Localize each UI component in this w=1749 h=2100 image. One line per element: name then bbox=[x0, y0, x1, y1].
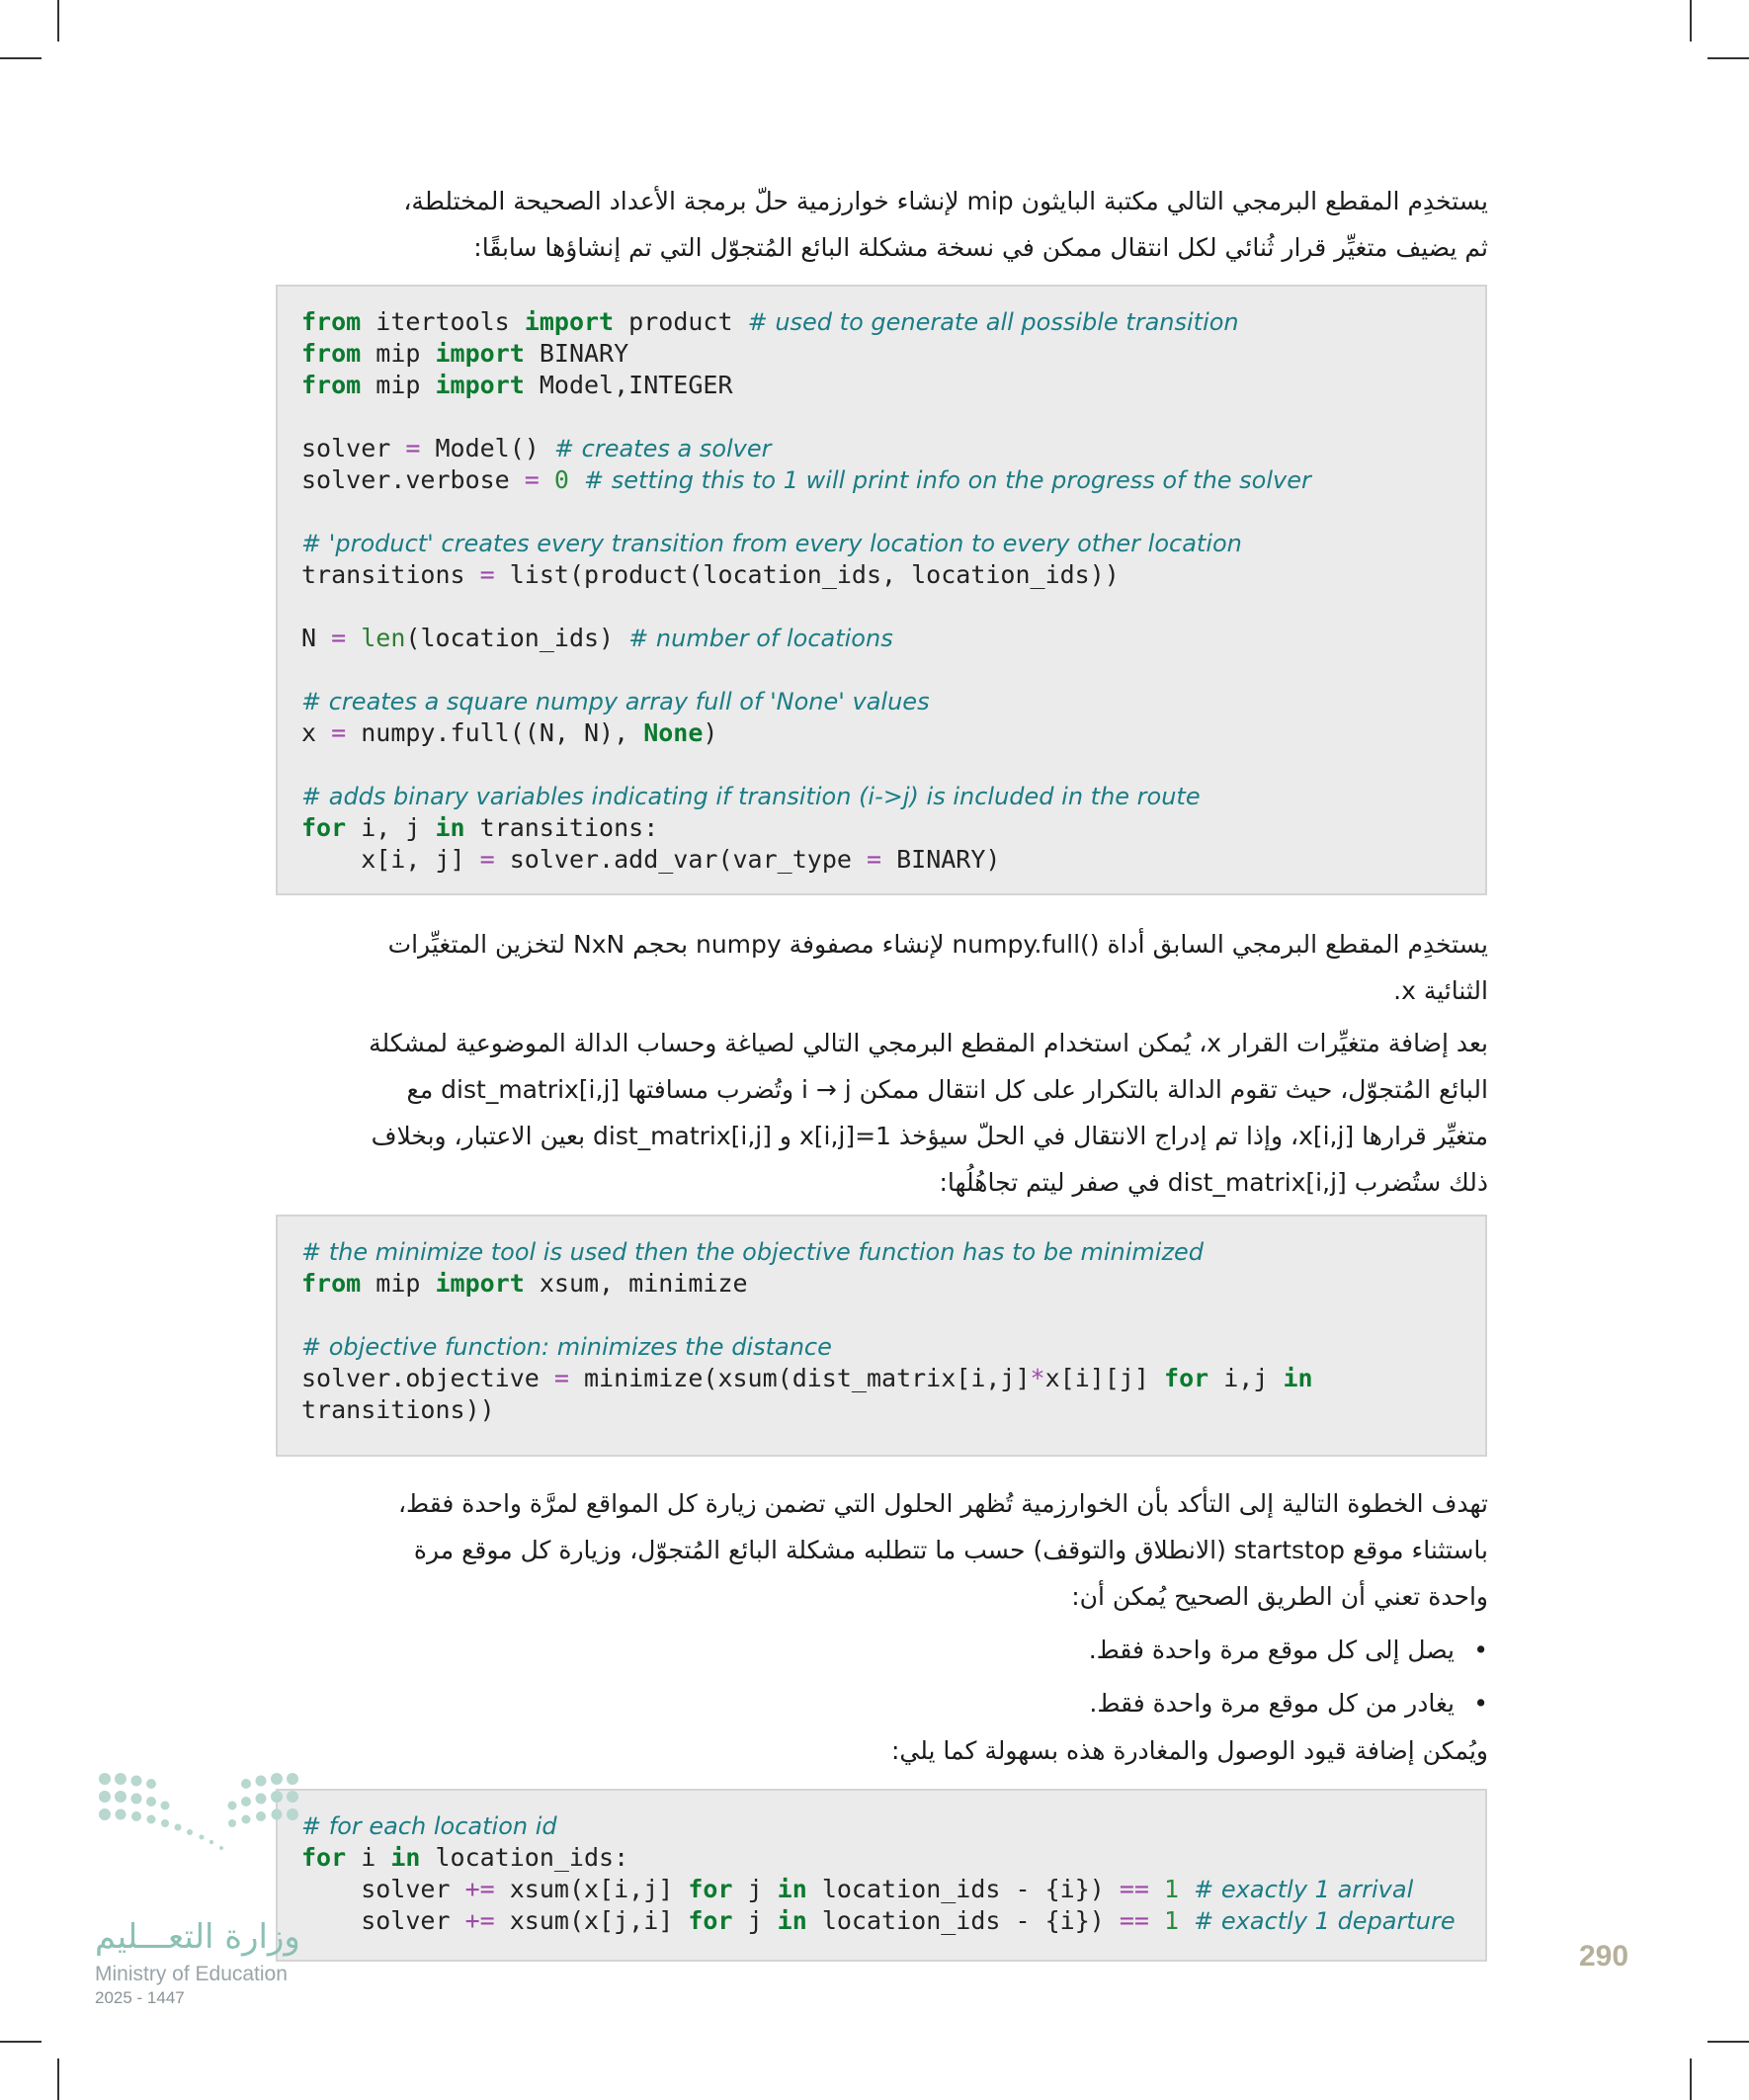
ministry-name-english: Ministry of Education bbox=[95, 1963, 288, 1985]
ministry-name-arabic: وزارة التعـــليم bbox=[95, 1917, 300, 1957]
code-line: solver.objective = minimize(xsum(dist_matrix[i,j]*x[i][j] for i,j in bbox=[301, 1364, 1313, 1392]
list-item bbox=[275, 1624, 1488, 1677]
code-blank-line bbox=[301, 654, 1461, 686]
code-blank-line bbox=[301, 401, 1461, 433]
code-blank-line bbox=[301, 591, 1461, 623]
code-line: for i, j in transitions: bbox=[301, 813, 659, 842]
code-line: # creates a square numpy array full of 'None' values bbox=[301, 688, 930, 715]
code-line: x[i, j] = solver.add_var(var_type = BINARY) bbox=[301, 845, 1001, 874]
text-line: البائع المُتجوّل، حيث تقوم الدالة بالتكرار على كل انتقال ممكن i → j وتُضرب مسافتها dist_matrix[i,j] مع bbox=[406, 1075, 1488, 1104]
code-line: from mip import BINARY bbox=[301, 339, 629, 368]
code-line: # adds binary variables indicating if transition (i->j) is included in the route bbox=[301, 783, 1201, 810]
code-line: transitions = list(product(location_ids, location_ids)) bbox=[301, 560, 1120, 589]
code-line: # 'product' creates every transition from every location to every other location bbox=[301, 530, 1242, 557]
code-line: solver = Model() # creates a solver bbox=[301, 434, 772, 462]
crop-mark bbox=[0, 57, 42, 59]
crop-mark bbox=[0, 2041, 42, 2043]
code-block-objective bbox=[276, 1215, 1487, 1457]
code-line: from itertools import product # used to generate all possible transition bbox=[301, 307, 1239, 336]
crop-mark bbox=[1707, 57, 1749, 59]
code-line: x = numpy.full((N, N), None) bbox=[301, 718, 718, 747]
code-line: for i in location_ids: bbox=[301, 1843, 629, 1872]
code-block-constraints bbox=[276, 1789, 1487, 1962]
bullet-icon: • bbox=[1473, 1636, 1488, 1664]
text-line: تهدف الخطوة التالية إلى التأكد بأن الخوارزمية تُظهر الحلول التي تضمن زيارة كل المواقع لمرَّة واحدة فقط، bbox=[397, 1489, 1488, 1518]
code-line: from mip import Model,INTEGER bbox=[301, 371, 733, 399]
text-line: ثم يضيف متغيِّر قرار ثُنائي لكل انتقال ممكن في نسخة مشكلة البائع المُتجوّل التي تم إنشاؤها سابقًا: bbox=[473, 233, 1488, 262]
text-line: يستخدِم المقطع البرمجي السابق أداة ()numpy.full لإنشاء مصفوفة numpy بحجم NxN لتخزين المتغيِّرات bbox=[387, 930, 1488, 959]
logo-dots-icon bbox=[95, 1769, 352, 1897]
intro-paragraph bbox=[275, 178, 1488, 271]
text-line: ذلك ستُضرب dist_matrix[i,j] في صفر ليتم تجاهُلُها: bbox=[939, 1168, 1488, 1197]
page-number: 290 bbox=[1579, 1940, 1629, 1973]
numpy-paragraph bbox=[275, 921, 1488, 1014]
code-line: from mip import xsum, minimize bbox=[301, 1269, 748, 1298]
crop-mark bbox=[1690, 0, 1692, 42]
code-line: solver += xsum(x[i,j] for j in location_ids - {i}) == 1 # exactly 1 arrival bbox=[301, 1875, 1414, 1903]
code-line: # the minimize tool is used then the objective function has to be minimized bbox=[301, 1238, 1205, 1266]
objective-paragraph bbox=[275, 1020, 1488, 1206]
code-line: N = len(location_ids) # number of locations bbox=[301, 624, 893, 652]
text-line: واحدة تعني أن الطريق الصحيح يُمكن أن: bbox=[1071, 1582, 1488, 1611]
crop-mark bbox=[57, 2058, 59, 2100]
code-line: solver += xsum(x[j,i] for j in location_ids - {i}) == 1 # exactly 1 departure bbox=[301, 1906, 1456, 1935]
text-line: الثنائية x. bbox=[1393, 976, 1488, 1005]
crop-mark bbox=[1707, 2041, 1749, 2043]
crop-mark bbox=[57, 0, 59, 42]
code-line: # for each location id bbox=[301, 1812, 557, 1840]
text-line: يستخدِم المقطع البرمجي التالي مكتبة البايثون mip لإنشاء خوارزمية حلّ برمجة الأعداد الصحيحة المختلطة، bbox=[403, 187, 1488, 215]
code-blank-line bbox=[301, 496, 1461, 528]
code-block-variables bbox=[276, 285, 1487, 895]
code-blank-line bbox=[301, 1300, 1461, 1331]
text-line: متغيِّر قرارها x[i,j]، وإذا تم إدراج الانتقال في الحلّ سيؤخذ x[i,j]=1 و dist_matrix[i,j] بعين الاعتبار، وبخلاف bbox=[371, 1122, 1488, 1150]
text-line: بعد إضافة متغيِّرات القرار x، يُمكن استخدام المقطع البرمجي التالي لصياغة وحساب الدالة الموضوعية لمشكلة bbox=[369, 1029, 1488, 1057]
code-line: solver.verbose = 0 # setting this to 1 will print info on the progress of the solver bbox=[301, 465, 1311, 494]
text-line: ويُمكن إضافة قيود الوصول والمغادرة هذه بسهولة كما يلي: bbox=[890, 1736, 1488, 1765]
code-blank-line bbox=[301, 749, 1461, 781]
text-line: باستثناء موقع startstop (الانطلاق والتوقف) حسب ما تتطلبه مشكلة البائع المُتجوّل، وزيارة كل موقع مرة bbox=[413, 1536, 1488, 1564]
code-line: transitions)) bbox=[301, 1395, 495, 1424]
constraints-paragraph bbox=[275, 1480, 1488, 1620]
bullet-icon: • bbox=[1473, 1689, 1488, 1718]
ministry-logo bbox=[95, 1769, 352, 2006]
list-item bbox=[275, 1677, 1488, 1730]
list-item-text: يصل إلى كل موقع مرة واحدة فقط. bbox=[1088, 1636, 1455, 1664]
list-item-text: يغادر من كل موقع مرة واحدة فقط. bbox=[1089, 1689, 1455, 1718]
bullet-list bbox=[275, 1624, 1488, 1730]
crop-mark bbox=[1690, 2058, 1692, 2100]
closing-paragraph bbox=[275, 1727, 1488, 1774]
edition-years: 2025 - 1447 bbox=[95, 1988, 185, 2007]
code-line: # objective function: minimizes the distance bbox=[301, 1333, 832, 1361]
